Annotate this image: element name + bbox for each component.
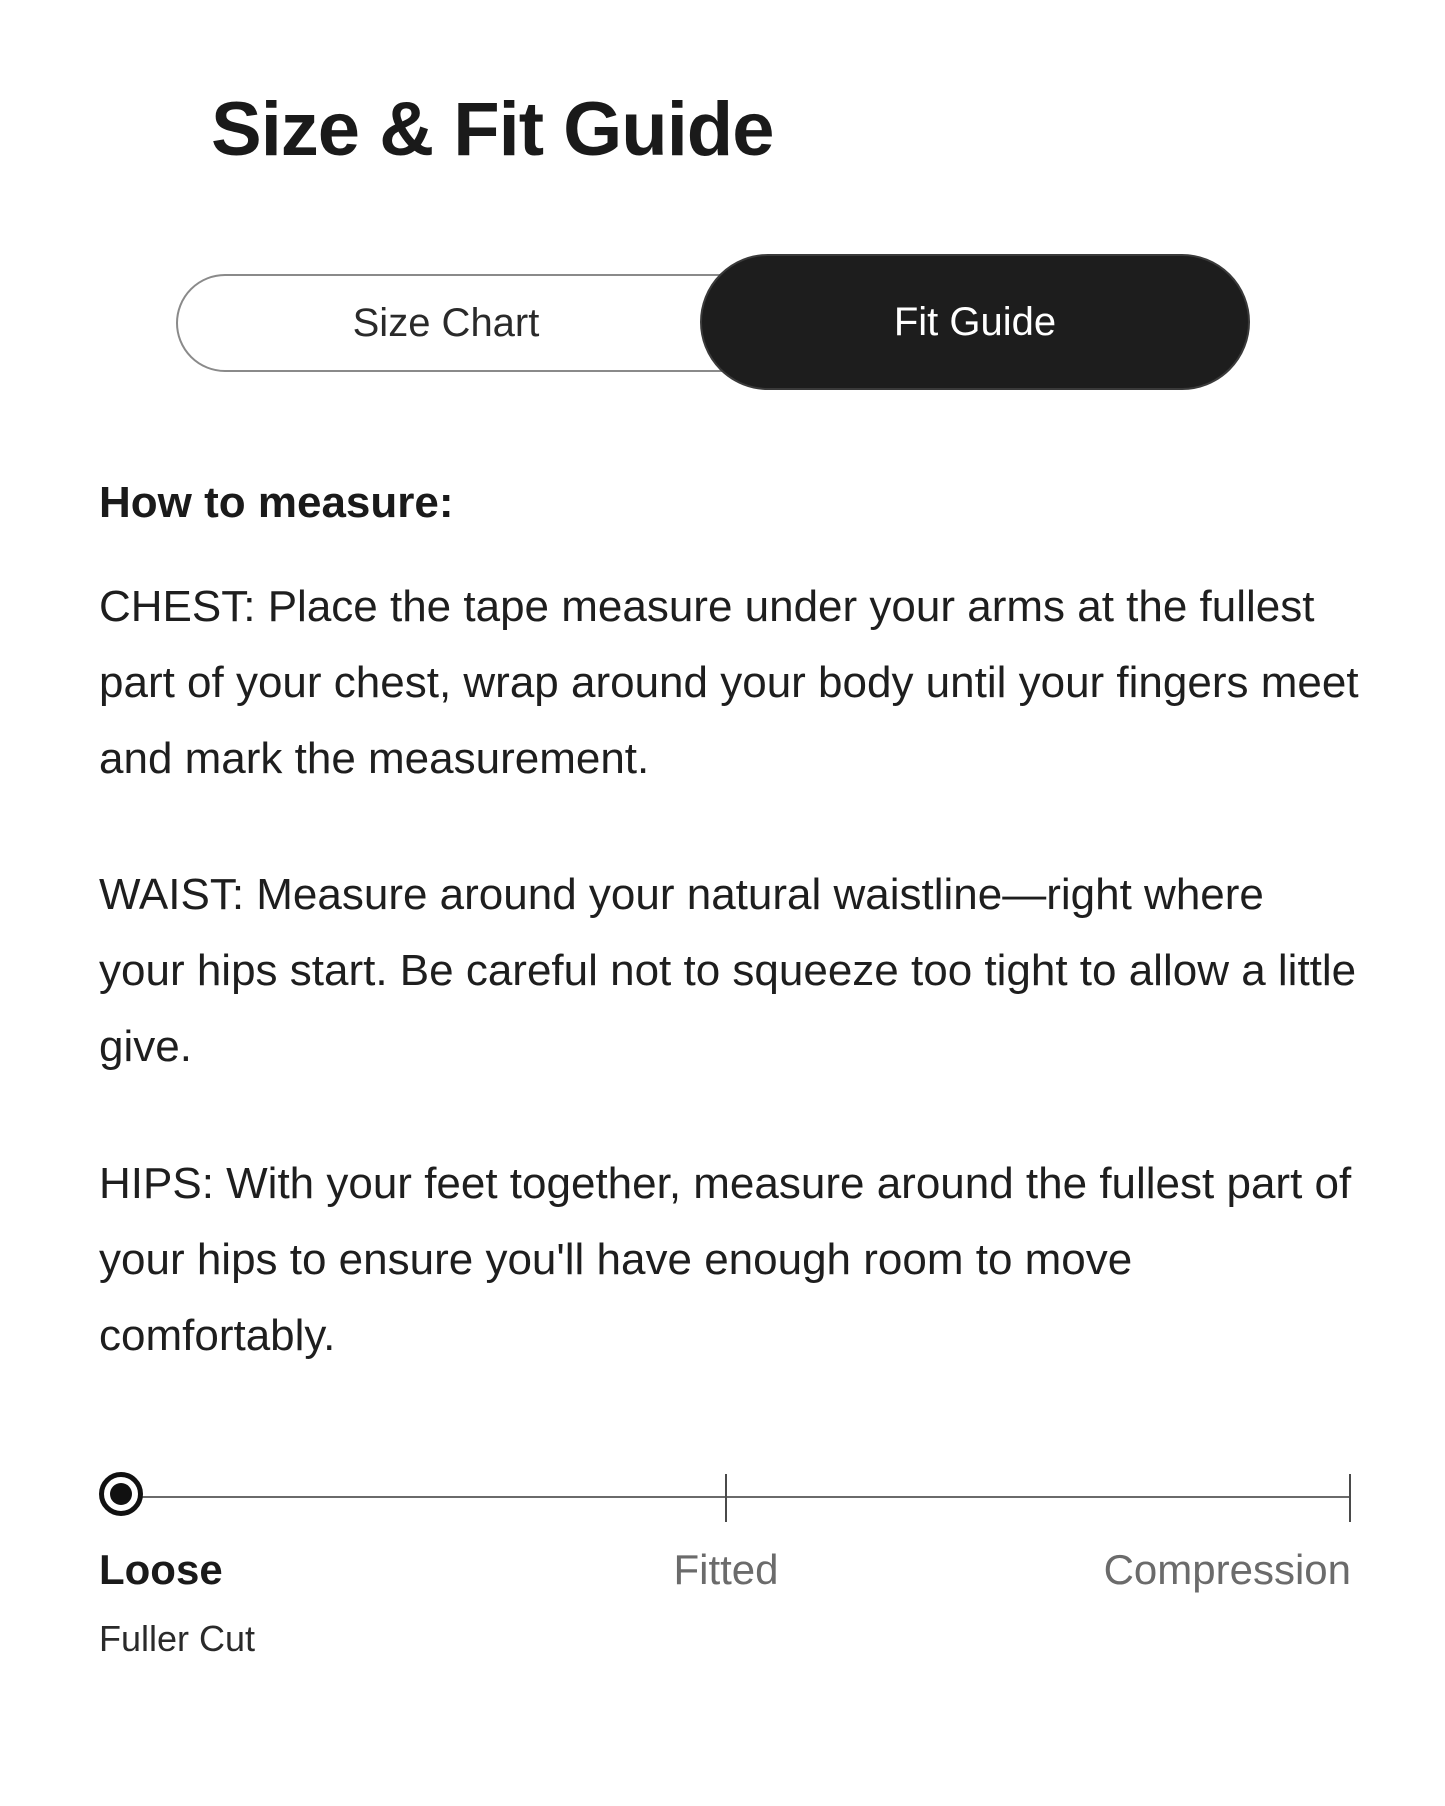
fit-scale xyxy=(99,1460,1359,1660)
tab-fit-guide[interactable]: Fit Guide xyxy=(700,254,1250,390)
compression-tick xyxy=(1349,1474,1351,1522)
page-title: Size & Fit Guide xyxy=(211,87,774,172)
fit-label-fitted: Fitted xyxy=(673,1546,779,1593)
fit-scale-marker-icon xyxy=(99,1472,143,1516)
fit-description: Fuller Cut xyxy=(99,1618,256,1659)
waist-instructions: WAIST: Measure around your natural waistline—right where your hips start. Be careful not to squeeze too tight to allow a little give. xyxy=(99,870,1357,1071)
how-to-measure-heading: How to measure: xyxy=(99,478,454,527)
fit-tabs xyxy=(176,254,1250,390)
hips-instructions: HIPS: With your feet together, measure around the fullest part of your hips to ensure you'll have enough room to move comfortably. xyxy=(99,1159,1352,1360)
marker-dot xyxy=(110,1483,132,1505)
fit-label-loose: Loose xyxy=(99,1546,223,1593)
tab-size-chart[interactable]: Size Chart xyxy=(176,274,776,372)
chest-instructions: CHEST: Place the tape measure under your arms at the fullest part of your chest, wrap around your body until your fingers meet and mark the measurement. xyxy=(99,582,1359,783)
fitted-tick xyxy=(725,1474,727,1522)
fit-scale-track xyxy=(139,1496,1351,1498)
fit-label-compression: Compression xyxy=(1103,1546,1351,1593)
